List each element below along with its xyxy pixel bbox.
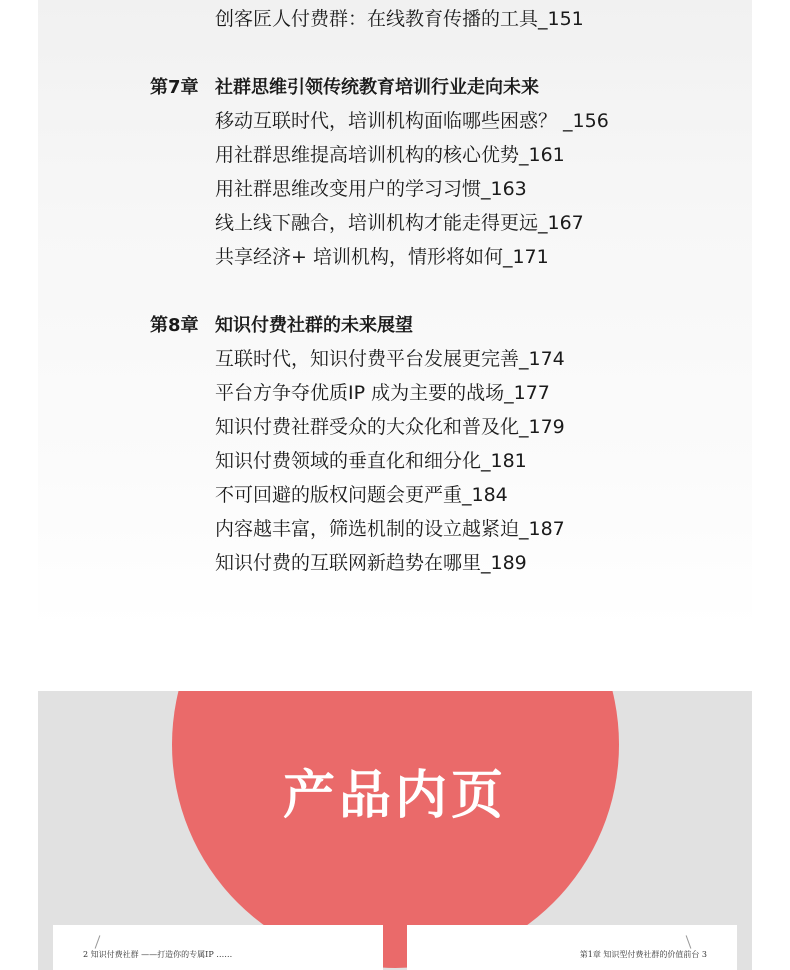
- crop-mark: [686, 935, 692, 948]
- chapter-title: 社群思维引领传统教育培训行业走向未来: [215, 77, 539, 98]
- toc-entry: 共享经济+ 培训机构，情形将如何_171: [215, 246, 549, 268]
- toc-entry: 知识付费的互联网新趋势在哪里_189: [215, 552, 527, 574]
- chapter-title: 知识付费社群的未来展望: [215, 315, 413, 336]
- toc-entry: 创客匠人付费群：在线教育传播的工具_151: [215, 8, 584, 30]
- toc-entry: 不可回避的版权问题会更严重_184: [215, 484, 508, 506]
- toc-entry: 互联时代，知识付费平台发展更完善_174: [215, 348, 565, 370]
- page-header: 2 知识付费社群 ——打造你的专属IP ……: [83, 950, 233, 959]
- toc-entry: 内容越丰富，筛选机制的设立越紧迫_187: [215, 518, 565, 540]
- page-header: 第1章 知识型付费社群的价值前台 3: [579, 950, 707, 959]
- toc-entry: 用社群思维改变用户的学习习惯_163: [215, 178, 527, 200]
- toc-entry: 知识付费领域的垂直化和细分化_181: [215, 450, 527, 472]
- chapter-number: 第7章: [150, 77, 199, 98]
- product-preview-section: [38, 691, 752, 970]
- crop-mark: [95, 935, 101, 948]
- banner-title: 产品内页: [282, 766, 507, 826]
- toc-entry: 知识付费社群受众的大众化和普及化_179: [215, 416, 565, 438]
- toc-entry: 移动互联时代，培训机构面临哪些困惑？ _156: [215, 110, 609, 132]
- toc-entry: 平台方争夺优质IP 成为主要的战场_177: [215, 382, 550, 404]
- book-page-left: [53, 925, 383, 970]
- toc-entry: 线上线下融合，培训机构才能走得更远_167: [215, 212, 584, 234]
- chapter-number: 第8章: [150, 315, 199, 336]
- book-page-right: [407, 925, 737, 970]
- toc-entry: 用社群思维提高培训机构的核心优势_161: [215, 144, 565, 166]
